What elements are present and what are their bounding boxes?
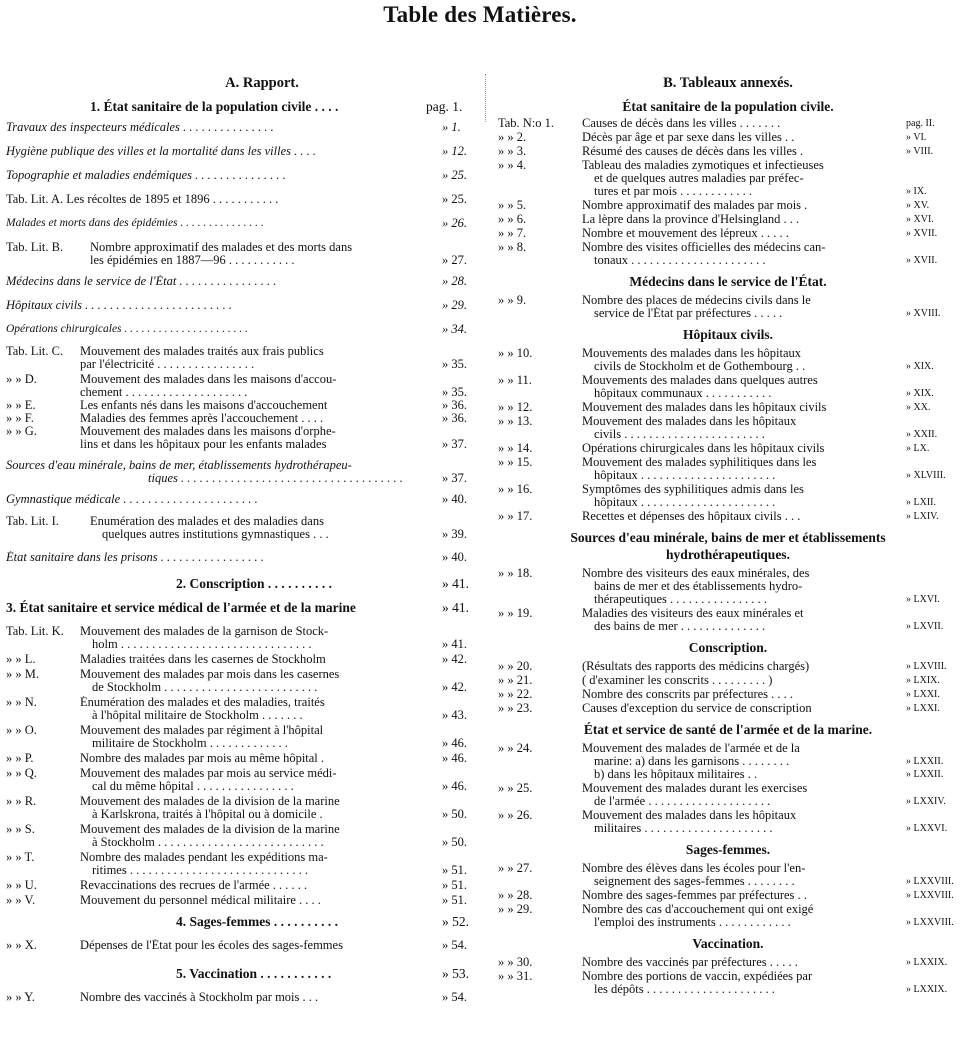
entry-text: de l'armée (594, 795, 646, 808)
table-label: » » 27. (498, 861, 533, 875)
column-divider (485, 74, 486, 122)
page-number: » 50. (442, 835, 467, 849)
toc-entry (498, 782, 958, 808)
subsection-heading: Sources d'eau minérale, bains de mer et établissements hydrothérapeutiques. (570, 530, 886, 562)
entry-text: Décès par âge et par sexe dans les villes (582, 131, 782, 144)
toc-entry (498, 970, 958, 996)
entry-text: Nombre approximatif des malades par mois (582, 199, 802, 212)
table-label: » » M. (6, 667, 39, 681)
entry-text: Nombre des malades pendant les expéditions ma- (80, 851, 328, 864)
entry-text: service de l'État par préfectures (594, 307, 752, 320)
table-label: » » N. (6, 695, 37, 709)
leader-dots: . (796, 145, 804, 158)
toc-entry: Topographie et maladies endémiques . . . . . . . . . . . . . . . » 25. (6, 168, 467, 182)
toc-entry (498, 415, 958, 441)
toc-entry (498, 742, 958, 781)
toc-entry: Tab. Lit. A. Les récoltes de 1895 et 1896 . . . . . . . . . . . » 25. (6, 192, 467, 206)
leader-dots: . (316, 808, 323, 821)
page-number: » VIII. (906, 146, 934, 157)
table-label: » » 20. (498, 659, 533, 673)
toc-entry: Tab. Lit. I. Enumération des malades et des maladies dans quelques autres institutions gymnastiques . . . » 39. (6, 514, 467, 541)
entry-text: Causes d'exception du service de conscription (582, 702, 812, 715)
page-number: » 51. (442, 893, 467, 907)
entry-text: thérapeutiques (594, 593, 667, 606)
table-label: » » 30. (498, 955, 533, 969)
page-number: » 41. (442, 637, 467, 651)
page-number: » LX. (906, 443, 930, 454)
page-number: » LXXI. (906, 703, 940, 714)
page-number: » LXII. (906, 497, 936, 508)
table-label: » » P. (6, 751, 34, 765)
table-label: » » S. (6, 822, 35, 836)
entry-text: Maladies traitées dans les casernes de Stockholm (80, 653, 326, 666)
toc-entry (6, 653, 478, 666)
toc-entry-section-3: 3. État sanitaire et service médical de l'armée et de la marine » 41. (6, 600, 469, 615)
subsection-heading: Hôpitaux civils. (682, 327, 773, 342)
table-label: » » 22. (498, 687, 533, 701)
toc-entry (498, 483, 958, 509)
leader-dots: . (801, 199, 808, 212)
entry-text: Nombre des visiteurs des eaux minérales, des (582, 567, 810, 580)
entry-text: Causes de décès dans les villes (582, 117, 737, 130)
leader-dots: . . . . . . . . . . . . . . . . . . . . . . (637, 496, 776, 509)
toc-entry: » » G. Mouvement des malades dans les maisons d'orphe- lins et dans les hôpitaux pour les enfants malades » 37. (6, 424, 467, 451)
entry-text: Mouvement des malades syphilitiques dans les (582, 456, 817, 469)
entry-text: Nombre des sages-femmes par préfectures (582, 889, 795, 902)
entry-text: ( d'examiner les conscrits (582, 674, 709, 687)
leader-dots: . . . . . . . . . . . . . . (677, 620, 766, 633)
toc-entry (498, 567, 958, 606)
page-number: » 42. (442, 680, 467, 694)
leader-dots: . . . (780, 213, 800, 226)
page-number: » IX. (906, 186, 927, 197)
table-label: Tab. N:o 1. (498, 116, 555, 130)
toc-entry (6, 625, 478, 651)
leader-dots: . . (781, 131, 795, 144)
entry-text: l'emploi des instruments (594, 916, 716, 929)
entry-text: Nombre des vaccinés par préfectures (582, 956, 767, 969)
toc-entry (498, 956, 958, 969)
leader-dots: . . . . . (766, 956, 798, 969)
page-number: » VI. (906, 132, 927, 143)
entry-text: à Karlskrona, traités à l'hôpital ou à domicile (92, 808, 317, 821)
entry-text: bains de mer et des établissements hydro- (594, 580, 803, 593)
subsection-heading: Médecins dans le service de l'État. (629, 274, 827, 289)
entry-text: les dépôts (594, 983, 644, 996)
toc-entry (498, 674, 958, 687)
toc-entry: » » Y. Nombre des vaccinés à Stockholm par mois . . . » 54. (6, 990, 467, 1004)
page-number: » LXVI. (906, 594, 940, 605)
table-label: » » 29. (498, 902, 533, 916)
toc-entry (498, 213, 958, 226)
toc-entry: » » X. Dépenses de l'État pour les écoles des sages-femmes » 54. (6, 938, 467, 952)
page-number: » LXVII. (906, 621, 944, 632)
entry-text: holm (92, 638, 118, 651)
toc-entry (498, 862, 958, 888)
page-number: » XLVIII. (906, 470, 946, 481)
toc-entry (498, 607, 958, 633)
table-label: » » 17. (498, 509, 533, 523)
leader-dots: . . . . (768, 688, 794, 701)
entry-text: Nombre des élèves dans les écoles pour l'en- (582, 862, 806, 875)
table-label: » » 23. (498, 701, 533, 715)
toc-entry (6, 894, 478, 907)
table-label: » » 13. (498, 414, 533, 428)
entry-text: de Stockholm (92, 681, 162, 694)
toc-entry: Travaux des inspecteurs médicales . . . . . . . . . . . . . . . » 1. (6, 120, 461, 134)
table-label: » » 28. (498, 888, 533, 902)
entry-text: Nombre des places de médecins civils dans le (582, 294, 811, 307)
entry-text: Mouvement des malades dans les hôpitaux (582, 415, 797, 428)
entry-text: Mouvements des malades dans les hôpitaux (582, 347, 802, 360)
toc-entry (6, 668, 478, 694)
entry-text: Nombre des portions de vaccin, expédiées par (582, 970, 813, 983)
toc-entry: Hôpitaux civils . . . . . . . . . . . . . . . . . . . . . . . . » 29. (6, 298, 467, 312)
page-number: » LXXIV. (906, 796, 946, 807)
entry-text: civils (594, 428, 622, 441)
page-number: » LXXII. (906, 769, 944, 780)
page-number: » LXXI. (906, 689, 940, 700)
entry-text: b) dans les hôpitaux militaires (594, 768, 745, 781)
page-number: » XV. (906, 200, 930, 211)
entry-text: Mouvement des malades de l'armée et de la (582, 742, 800, 755)
toc-entry: Malades et morts dans des épidémies . . . . . . . . . . . . . . . » 26. (6, 216, 467, 230)
leader-dots: . . . . . . . (258, 709, 303, 722)
entry-text: Nombre des malades par mois au même hôpital (80, 752, 318, 765)
entry-text: Revaccinations des recrues de l'armée (80, 879, 270, 892)
table-label: » » Q. (6, 766, 37, 780)
page-number: » 51. (442, 878, 467, 892)
table-label: Tab. Lit. K. (6, 624, 64, 638)
entry-text: ritimes (92, 864, 127, 877)
entry-text: Mouvement des malades de la garnison de Stock- (80, 625, 329, 638)
table-label: » » 4. (498, 158, 527, 172)
leader-dots: . . . . . . . . (739, 755, 790, 768)
entry-text: Symptômes des syphilitiques admis dans les (582, 483, 804, 496)
toc-entry (498, 347, 958, 373)
table-label: » » 6. (498, 212, 527, 226)
table-label: » » 24. (498, 741, 533, 755)
page-number: » XX. (906, 402, 931, 413)
toc-entry (6, 795, 478, 821)
toc-entry: » » D. Mouvement des malades dans les maisons d'accou- chement . . . . . . . . . . . . . . . . . . . . » 35. (6, 372, 467, 399)
subsection-heading: Sages-femmes. (685, 842, 771, 857)
toc-entry: Médecins dans le service de l'État . . . . . . . . . . . . . . . . » 28. (6, 274, 467, 288)
leader-dots: . . . . . . . . . . . . . . . . . . . . . . . . . (161, 681, 318, 694)
table-label: » » 3. (498, 144, 527, 158)
toc-entry (6, 724, 478, 750)
leader-dots: . . . . . . . . . . . . . . . . . . . . . . . . . . . (154, 836, 324, 849)
leader-dots: . . . . . . . . . . . . (676, 185, 752, 198)
entry-text: Mouvements des malades dans quelques autres (582, 374, 818, 387)
toc-entry-section-2: 2. Conscription . . . . . . . . . . » 41. (176, 576, 469, 591)
page-number: » LXXII. (906, 756, 944, 767)
leader-dots: . . . . (295, 894, 321, 907)
leader-dots: . . . . . . . . . . . (702, 387, 772, 400)
toc-entry (498, 241, 958, 267)
page-number: » LXIV. (906, 511, 939, 522)
entry-text: Nombre des visites officielles des médecins can- (582, 241, 826, 254)
table-label: » » 5. (498, 198, 527, 212)
entry-text: des bains de mer (594, 620, 678, 633)
subsection-heading: État et service de santé de l'armée et de la marine. (583, 722, 873, 737)
leader-dots: . (317, 752, 325, 765)
entry-text: (Résultats des rapports des médicins chargés) (582, 660, 810, 673)
page-number: » XIX. (906, 388, 934, 399)
toc-entry (498, 456, 958, 482)
table-label: » » O. (6, 723, 37, 737)
toc-entry (6, 752, 478, 765)
leader-dots: . . . . . . . . . . . . . . . . . . . . . (643, 983, 775, 996)
toc-entry: Tab. Lit. C. Mouvement des malades traités aux frais publics par l'électricité . . . . . . . . . . . . . . . . » 35. (6, 344, 467, 371)
page-number: » XVI. (906, 214, 934, 225)
toc-entry (498, 660, 958, 673)
table-label: » » 16. (498, 482, 533, 496)
entry-text: Nombre des conscrits par préfectures (582, 688, 769, 701)
page-number: » XXII. (906, 429, 938, 440)
entry-text: Énumération des malades et des maladies, traités (80, 696, 325, 709)
leader-dots: . . . . . . . . . ) (708, 674, 773, 687)
toc-entry (498, 374, 958, 400)
leader-dots: . . . . . . . . (744, 875, 795, 888)
table-label: » » 10. (498, 346, 533, 360)
leader-dots: . . . . . . . . . . . . . . . . . . . . (645, 795, 771, 808)
entry-text: Nombre des cas d'accouchement qui ont exigé (582, 903, 814, 916)
toc-entry (498, 510, 958, 523)
table-label: » » 19. (498, 606, 533, 620)
page-number: » LXXIX. (906, 957, 948, 968)
entry-text: Mouvement des malades de la division de la marine (80, 795, 340, 808)
section-heading-tableaux: B. Tableaux annexés. (663, 75, 793, 91)
toc-entry (498, 442, 958, 455)
leader-dots: . . . . . . . . . . . . (715, 916, 791, 929)
entry-text: et de quelques autres maladies par préfec- (594, 172, 804, 185)
entry-text: Mouvement des malades dans les hôpitaux civils (582, 401, 827, 414)
leader-dots: . . . . . (751, 307, 783, 320)
table-label: » » 21. (498, 673, 533, 687)
page-number: » XVIII. (906, 308, 941, 319)
table-label: » » 26. (498, 808, 533, 822)
leader-dots: . . (792, 360, 806, 373)
table-label: » » T. (6, 850, 35, 864)
toc-list-army (6, 625, 478, 907)
toc-entry: » » F. Maladies des femmes après l'accouchement . . . . » 36. (6, 411, 467, 425)
toc-entry: État sanitaire dans les prisons . . . . . . . . . . . . . . . . . » 40. (6, 550, 467, 564)
table-label: » » 31. (498, 969, 533, 983)
section-heading-rapport: A. Rapport. (225, 75, 299, 91)
toc-entry (498, 159, 958, 198)
table-label: » » 18. (498, 566, 533, 580)
toc-entry (498, 145, 958, 158)
entry-text: Mouvement du personnel médical militaire (80, 894, 296, 907)
left-column (6, 74, 478, 1005)
entry-text: Mouvement des malades durant les exercises (582, 782, 808, 795)
entry-text: à Stockholm (92, 836, 155, 849)
table-label: » » 8. (498, 240, 527, 254)
leader-dots: . . . . . . . (736, 117, 781, 130)
entry-text: Nombre et mouvement des lépreux (582, 227, 758, 240)
entry-text: militaire de Stockholm (92, 737, 207, 750)
page-number: » 42. (442, 652, 467, 666)
table-label: » » L. (6, 652, 36, 666)
leader-dots: . . . . . . . . . . . . . . . . (666, 593, 767, 606)
toc-entry (6, 851, 478, 877)
toc-entry (498, 702, 958, 715)
subsection-heading: Conscription. (688, 640, 768, 655)
leader-dots: . . (744, 768, 758, 781)
toc-entry (498, 227, 958, 240)
subsection-heading: Vaccination. (692, 936, 764, 951)
page-number: » 46. (442, 779, 467, 793)
table-label: » » 12. (498, 400, 533, 414)
entry-text: Tableau des maladies zymotiques et infectieuses (582, 159, 824, 172)
leader-dots: . . . . . . . . . . . . . . . . (193, 780, 294, 793)
toc-entry (498, 903, 958, 929)
toc-entry (498, 889, 958, 902)
page-number: » LXXVIII. (906, 876, 954, 887)
toc-entry: » » E. Les enfants nés dans les maisons d'accouchement » 36. (6, 398, 467, 412)
entry-text: à l'hôpital militaire de Stockholm (92, 709, 259, 722)
toc-entry-section-1: 1. État sanitaire de la population civile . . . . pag. 1. (90, 99, 463, 114)
entry-text: Mouvement des malades par mois au service médi- (80, 767, 337, 780)
toc-entry (6, 823, 478, 849)
leader-dots: . . . (781, 510, 801, 523)
toc-entry-section-5: 5. Vaccination . . . . . . . . . . . » 53. (176, 966, 469, 981)
entry-text: tonaux (594, 254, 629, 267)
leader-dots: . . . . . . . . . . . . . (206, 737, 288, 750)
page-number: » 46. (442, 751, 467, 765)
leader-dots: . . . . . . . . . . . . . . . . . . . . . . . . . . . . . (126, 864, 308, 877)
table-label: » » V. (6, 893, 36, 907)
toc-entry (498, 117, 958, 130)
toc-entry (6, 879, 478, 892)
toc-entry (6, 696, 478, 722)
entry-text: Opérations chirurgicales dans les hôpitaux civils (582, 442, 825, 455)
entry-text: civils de Stockholm et de Gothembourg (594, 360, 793, 373)
subsection-heading: État sanitaire de la population civile. (622, 99, 834, 114)
toc-entry: Hygiène publique des villes et la mortalité dans les villes . . . . » 12. (6, 144, 467, 158)
leader-dots: . . . . . . (269, 879, 308, 892)
entry-text: militaires (594, 822, 642, 835)
entry-text: Mouvement des malades dans les hôpitaux (582, 809, 797, 822)
page-number: » LXIX. (906, 675, 940, 686)
leader-dots: . . . . . . . . . . . . . . . . . . . . . (641, 822, 773, 835)
page-number: » XIX. (906, 361, 934, 372)
table-label: » » 25. (498, 781, 533, 795)
right-column (498, 74, 958, 997)
table-label: » » 7. (498, 226, 527, 240)
page-number: » LXXIX. (906, 984, 948, 995)
entry-text: Résumé des causes de décès dans les villes (582, 145, 797, 158)
toc-entry (498, 131, 958, 144)
table-label: » » 2. (498, 130, 527, 144)
entry-text: hôpitaux (594, 469, 638, 482)
entry-text: marine: a) dans les garnisons (594, 755, 740, 768)
toc-entry (498, 688, 958, 701)
entry-text: Mouvement des malades par mois dans les casernes (80, 668, 340, 681)
page-number: » 51. (442, 863, 467, 877)
page-number: » LXXVI. (906, 823, 948, 834)
table-label: » » 11. (498, 373, 532, 387)
page-number: » LXVIII. (906, 661, 947, 672)
entry-text: Maladies des visiteurs des eaux minérales et (582, 607, 804, 620)
leader-dots: . . (794, 889, 807, 902)
page-number: » LXXVIII. (906, 890, 954, 901)
leader-dots: . . . . . (757, 227, 789, 240)
entry-text: La lèpre dans la province d'Helsingland (582, 213, 781, 226)
toc-entry (498, 809, 958, 835)
toc-entry: Sources d'eau minérale, bains de mer, établissements hydrothérapeu- tiques . . . . . . . . . . . . . . . . . . . . . . . . . . . . . . . . . . . . » 37. (6, 459, 467, 485)
entry-text: Recettes et dépenses des hôpitaux civils (582, 510, 782, 523)
toc-entry: Opérations chirurgicales . . . . . . . . . . . . . . . . . . . . . . » 34. (6, 322, 467, 336)
table-label: » » U. (6, 878, 37, 892)
leader-dots: . . . . . . . . . . . . . . . . . . . . . . . (621, 428, 765, 441)
toc-entry: Tab. Lit. B. Nombre approximatif des malades et des morts dans les épidémies en 1887—96 . . . . . . . . . . . » 27. (6, 240, 467, 267)
leader-dots: . . . . . . . . . . . . . . . . . . . . . . (637, 469, 776, 482)
toc-entry (498, 401, 958, 414)
entry-text: seignement des sages-femmes (594, 875, 745, 888)
table-label: » » R. (6, 794, 37, 808)
entry-text: Mouvement des malades par régiment à l'hôpital (80, 724, 324, 737)
page-number: » XVII. (906, 255, 938, 266)
entry-text: hôpitaux (594, 496, 638, 509)
toc-list-civil (6, 121, 478, 1005)
entry-text: cal du même hôpital (92, 780, 194, 793)
toc-entry: Gymnastique médicale . . . . . . . . . . . . . . . . . . . . . . » 40. (6, 492, 467, 506)
page-number: » LXXVIII. (906, 917, 954, 928)
toc-entry (6, 767, 478, 793)
toc-entry-section-4: 4. Sages-femmes . . . . . . . . . . » 52. (176, 914, 469, 929)
toc-entry (498, 199, 958, 212)
page-number: » 46. (442, 736, 467, 750)
toc-list-annexes (498, 98, 958, 996)
entry-text: tures et par mois (594, 185, 677, 198)
page-title: Table des Matières. (383, 2, 577, 27)
page-number: » 43. (442, 708, 467, 722)
page-number: » XVII. (906, 228, 938, 239)
toc-entry (498, 294, 958, 320)
table-label: » » 14. (498, 441, 533, 455)
page-number: » 50. (442, 807, 467, 821)
entry-text: Mouvement des malades de la division de la marine (80, 823, 340, 836)
leader-dots: . . . . . . . . . . . . . . . . . . . . . . (628, 254, 766, 267)
table-label: » » 15. (498, 455, 533, 469)
page-number: pag. II. (906, 118, 935, 129)
entry-text: hôpitaux communaux (594, 387, 703, 400)
table-label: » » 9. (498, 293, 527, 307)
leader-dots: . . . . . . . . . . . . . . . . . . . . . . . . . . . . . . . (117, 638, 312, 651)
